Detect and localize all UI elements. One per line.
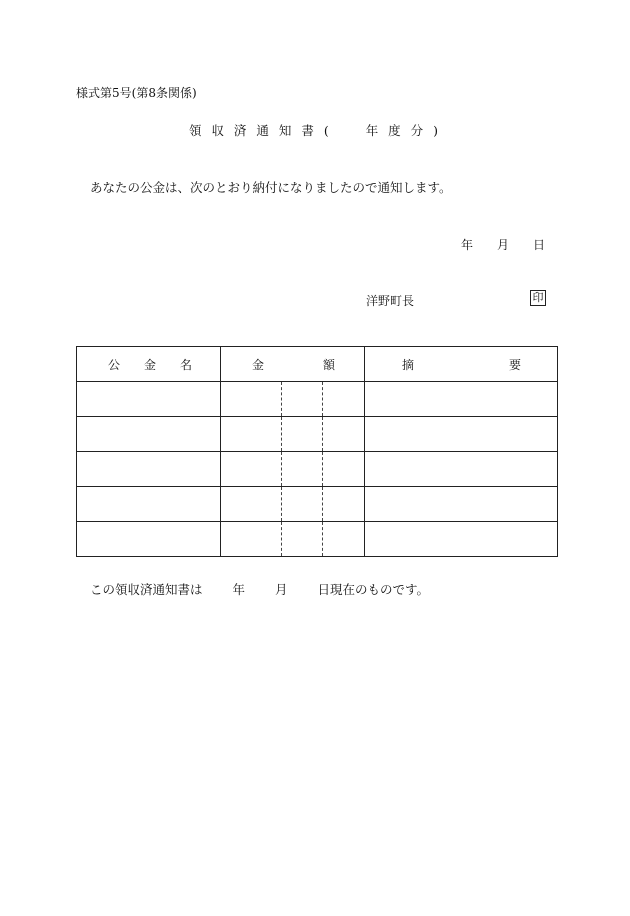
footer-part4: 日現在のものです。 — [317, 582, 430, 597]
amount-cell — [221, 452, 365, 487]
table-row — [77, 382, 558, 417]
fund-name-cell — [77, 522, 221, 557]
remarks-cell — [365, 417, 558, 452]
table-header-row — [77, 347, 558, 382]
ledger-table — [76, 346, 558, 557]
footer-year: 年 — [232, 582, 246, 597]
footer-statement — [90, 580, 429, 598]
table-row — [77, 417, 558, 452]
header-amount — [221, 347, 365, 382]
date-month-label: 月 — [497, 238, 510, 252]
header-char: 額 — [323, 358, 336, 372]
document-title — [0, 121, 630, 139]
date-year-label: 年 — [461, 238, 474, 252]
date-day-label: 日 — [533, 238, 546, 252]
title-prefix: 領 収 済 通 知 書 ( — [188, 123, 332, 138]
footer-month: 月 — [275, 582, 288, 597]
remarks-cell — [365, 522, 558, 557]
remarks-cell — [365, 487, 558, 522]
fund-name-cell — [77, 417, 221, 452]
header-public-fund-name — [77, 347, 221, 382]
header-char: 名 — [180, 358, 193, 372]
header-char: 要 — [509, 358, 522, 372]
remarks-cell — [365, 382, 558, 417]
amount-cell — [221, 382, 365, 417]
amount-cell — [221, 417, 365, 452]
header-remarks — [365, 347, 558, 382]
amount-cell — [221, 487, 365, 522]
table-row — [77, 452, 558, 487]
notice-text: あなたの公金は、次のとおり納付になりましたので通知します。 — [90, 180, 452, 195]
fund-name-cell — [77, 487, 221, 522]
seal-mark: 印 — [530, 290, 546, 306]
remarks-cell — [365, 452, 558, 487]
table-row — [77, 487, 558, 522]
header-char: 金 — [252, 358, 265, 372]
header-char: 公 — [108, 358, 121, 372]
footer-part1: この領収済通知書は — [90, 582, 203, 597]
issuer-name: 洋野町長 — [366, 294, 415, 308]
table-row — [77, 522, 558, 557]
fund-name-cell — [77, 452, 221, 487]
form-number: 様式第5号(第8条関係) — [76, 86, 197, 100]
header-char: 摘 — [402, 358, 415, 372]
fund-name-cell — [77, 382, 221, 417]
header-char: 金 — [144, 358, 157, 372]
amount-cell — [221, 522, 365, 557]
title-suffix: 年 度 分 ) — [365, 123, 442, 138]
